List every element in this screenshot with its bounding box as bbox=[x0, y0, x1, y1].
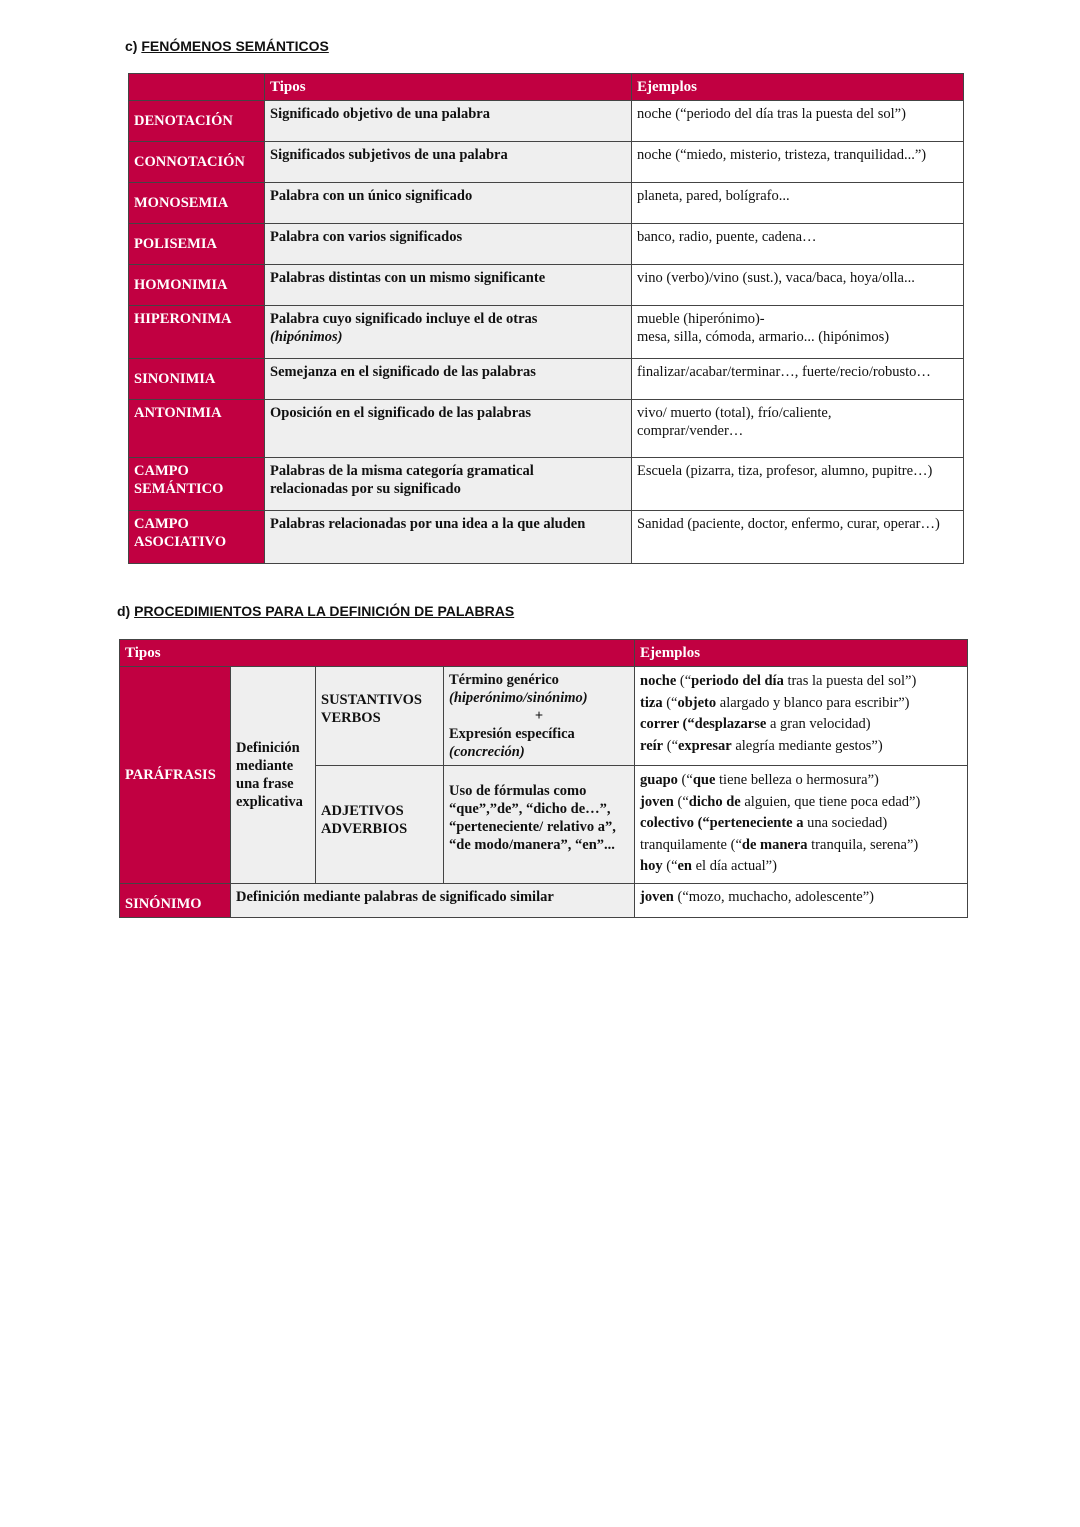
category-cell bbox=[316, 766, 444, 884]
ejemplo-cell: noche (“miedo, misterio, tristeza, tranquilidad...”) bbox=[632, 142, 964, 183]
semantic-phenomena-table bbox=[128, 73, 964, 564]
tipo-line: (hipónimos) bbox=[270, 329, 343, 345]
tipo-cell bbox=[265, 458, 632, 511]
ejemplo-cell: planeta, pared, bolígrafo... bbox=[632, 183, 964, 224]
definition-procedures-table bbox=[119, 639, 968, 918]
method-cell bbox=[444, 766, 635, 884]
ejemplo-line: mueble (hiperónimo)- bbox=[637, 311, 765, 327]
table-row bbox=[129, 224, 964, 265]
term-cell: POLISEMIA bbox=[129, 224, 265, 265]
term-cell: HIPERONIMA bbox=[129, 306, 265, 359]
example-line: joven (“dicho de alguien, que tiene poca edad”) bbox=[640, 793, 921, 810]
tipo-line: Palabra cuyo significado incluye el de otras bbox=[270, 311, 538, 327]
ejemplo-cell: noche (“periodo del día tras la puesta del sol”) bbox=[632, 101, 964, 142]
ejemplo-line: comprar/vender… bbox=[637, 423, 744, 439]
method-line: “perteneciente/ relativo a”, bbox=[449, 819, 616, 835]
method-cell bbox=[444, 667, 635, 766]
ejemplo-line: mesa, silla, cómoda, armario... (hipónimos) bbox=[637, 329, 890, 345]
table-row bbox=[120, 667, 968, 766]
ejemplo-line: vivo/ muerto (total), frío/caliente, bbox=[637, 405, 832, 421]
term-cell: MONOSEMIA bbox=[129, 183, 265, 224]
tipo-cell: Oposición en el significado de las palabras bbox=[265, 400, 632, 458]
ejemplo-cell: finalizar/acabar/terminar…, fuerte/recio/robusto… bbox=[632, 359, 964, 400]
table-row bbox=[129, 400, 964, 458]
category-line: VERBOS bbox=[321, 710, 381, 726]
sinonimo-example: joven (“mozo, muchacho, adolescente”) bbox=[635, 884, 968, 918]
tipo-cell: Significado objetivo de una palabra bbox=[265, 101, 632, 142]
table-header-row bbox=[120, 640, 968, 667]
tipo-cell: Significados subjetivos de una palabra bbox=[265, 142, 632, 183]
term-cell bbox=[129, 458, 265, 511]
tipo-cell: Semejanza en el significado de las palabras bbox=[265, 359, 632, 400]
section-c-heading bbox=[125, 38, 329, 54]
section-c-title: FENÓMENOS SEMÁNTICOS bbox=[141, 38, 329, 54]
example-line: tiza (“objeto alargado y blanco para escribir”) bbox=[640, 694, 910, 711]
method-line: “de modo/manera”, “en”... bbox=[449, 837, 615, 853]
ejemplo-cell bbox=[632, 400, 964, 458]
table-row bbox=[129, 142, 964, 183]
term-cell bbox=[129, 511, 265, 564]
parafrasis-label: PARÁFRASIS bbox=[120, 667, 231, 884]
term-cell: SINONIMIA bbox=[129, 359, 265, 400]
term-cell: ANTONIMIA bbox=[129, 400, 265, 458]
term-cell: DENOTACIÓN bbox=[129, 101, 265, 142]
category-line: SUSTANTIVOS bbox=[321, 692, 422, 708]
example-line: noche (“periodo del día tras la puesta del sol”) bbox=[640, 673, 917, 689]
term-cell: CONNOTACIÓN bbox=[129, 142, 265, 183]
example-line: reír (“expresar alegría mediante gestos”) bbox=[640, 737, 883, 754]
section-d-heading bbox=[117, 603, 514, 619]
ejemplo-cell: Escuela (pizarra, tiza, profesor, alumno, pupitre…) bbox=[632, 458, 964, 511]
table-row bbox=[129, 359, 964, 400]
tipo-cell: Palabra con varios significados bbox=[265, 224, 632, 265]
table-row bbox=[129, 101, 964, 142]
method-line: Término genérico bbox=[449, 672, 559, 688]
section-d-title: PROCEDIMIENTOS PARA LA DEFINICIÓN DE PALABRAS bbox=[134, 603, 515, 619]
table-row bbox=[120, 884, 968, 918]
table-row bbox=[129, 458, 964, 511]
examples-cell bbox=[635, 667, 968, 766]
parafrasis-definition: Definición mediante una frase explicativa bbox=[231, 667, 316, 884]
example-line: guapo (“que tiene belleza o hermosura”) bbox=[640, 772, 879, 788]
example-line: colectivo (“perteneciente a una sociedad) bbox=[640, 815, 888, 831]
table-row bbox=[129, 306, 964, 359]
tipo-cell: Palabras relacionadas por una idea a la que aluden bbox=[265, 511, 632, 564]
header-blank bbox=[129, 74, 265, 101]
ejemplo-cell: vino (verbo)/vino (sust.), vaca/baca, hoya/olla... bbox=[632, 265, 964, 306]
header-tipos: Tipos bbox=[120, 640, 635, 667]
tipo-line: relacionadas por su significado bbox=[270, 481, 461, 497]
section-d-prefix: d) bbox=[117, 603, 135, 619]
example-line: correr (“desplazarse a gran velocidad) bbox=[640, 716, 871, 732]
category-line: ADVERBIOS bbox=[321, 821, 408, 837]
term-line: CAMPO bbox=[134, 463, 189, 479]
ejemplo-cell: banco, radio, puente, cadena… bbox=[632, 224, 964, 265]
method-line: Uso de fórmulas como bbox=[449, 783, 587, 799]
method-line: (concreción) bbox=[449, 744, 525, 760]
tipo-cell: Palabra con un único significado bbox=[265, 183, 632, 224]
table-row bbox=[129, 265, 964, 306]
table-row bbox=[129, 511, 964, 564]
term-line: ASOCIATIVO bbox=[134, 534, 227, 550]
category-cell bbox=[316, 667, 444, 766]
tipo-cell bbox=[265, 306, 632, 359]
sinonimo-label: SINÓNIMO bbox=[120, 884, 231, 918]
method-line: Expresión específica bbox=[449, 726, 575, 742]
sinonimo-definition: Definición mediante palabras de significado similar bbox=[231, 884, 635, 918]
header-tipos: Tipos bbox=[265, 74, 632, 101]
term-cell: HOMONIMIA bbox=[129, 265, 265, 306]
term-line: SEMÁNTICO bbox=[134, 481, 224, 497]
category-line: ADJETIVOS bbox=[321, 803, 404, 819]
method-plus: + bbox=[534, 708, 544, 724]
table-header-row bbox=[129, 74, 964, 101]
term-line: CAMPO bbox=[134, 516, 189, 532]
tipo-line: Palabras de la misma categoría gramatical bbox=[270, 463, 534, 479]
table-row bbox=[129, 183, 964, 224]
tipo-cell: Palabras distintas con un mismo significante bbox=[265, 265, 632, 306]
ejemplo-cell: Sanidad (paciente, doctor, enfermo, curar, operar…) bbox=[632, 511, 964, 564]
ejemplo-cell bbox=[632, 306, 964, 359]
example-line: tranquilamente (“de manera tranquila, serena”) bbox=[640, 836, 919, 853]
method-line: (hiperónimo/sinónimo) bbox=[449, 690, 588, 706]
header-ejemplos: Ejemplos bbox=[632, 74, 964, 101]
method-line: “que”,”de”, “dicho de…”, bbox=[449, 801, 611, 817]
header-ejemplos: Ejemplos bbox=[635, 640, 968, 667]
example-line: hoy (“en el día actual”) bbox=[640, 858, 777, 874]
section-c-prefix: c) bbox=[125, 38, 142, 54]
examples-cell bbox=[635, 766, 968, 884]
